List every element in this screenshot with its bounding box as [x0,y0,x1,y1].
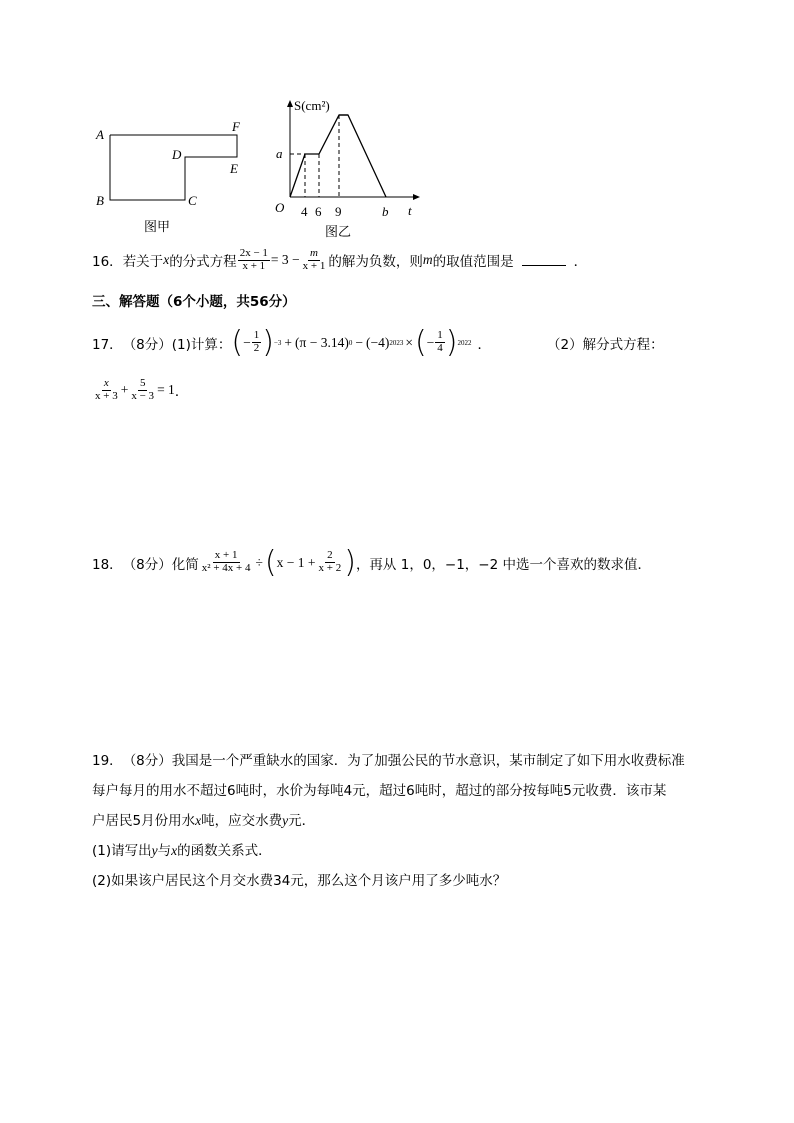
q17-term4-fraction [435,330,445,354]
q17-part1: (1)计算： [171,336,232,353]
q17-e2-fraction [129,378,156,402]
q17-e1-num: x [103,377,109,389]
q19-line-3 [92,806,712,836]
q17-e1-fraction [93,378,120,402]
q19-sub1-var-y: y [151,843,158,858]
q17-plus: + [284,334,293,350]
q16-fraction-1 [238,248,270,272]
q16-number: 16． [92,254,123,271]
q18-text1: 化简 [171,556,199,573]
label-F: F [232,119,240,134]
q17-e-plus: + [120,382,129,398]
q17-term2: (π − 3.14) [295,334,349,350]
q18-f2-num: 2 [327,549,333,562]
q19-number: 19． [92,753,123,769]
q19-sub1-var-x: x [171,843,178,858]
q17-paren-close-1: ) [262,325,274,360]
q17-e-eq: = 1 [157,382,175,398]
q19-line-2 [92,776,712,806]
q19-line3c: 元． [288,813,316,829]
q18-paren-close: ) [344,545,356,580]
question-16 [92,248,587,272]
x-axis-label: t [408,203,412,218]
tick-b: b [382,204,389,219]
q17-end: ． [477,336,492,353]
q17-term3: (−4) [365,334,390,350]
q17-e1-den: x + 3 [95,389,118,402]
q16-frac1-num: 2x − 1 [239,247,268,259]
x-axis-arrow [413,194,420,200]
q17-t1-sign: − [243,334,251,350]
q19-sub-2 [92,866,712,896]
q18-score: （8分） [122,556,172,573]
label-E: E [230,161,238,176]
figure-yi-chart [268,92,428,242]
q18-f1-den: x² + 4x + 4 [201,562,251,574]
question-17-equation [92,378,188,402]
caption-jia: 图甲 [144,220,171,235]
q17-e2-den: x − 3 [131,389,155,402]
y-axis-label: S(cm²) [294,98,330,113]
q18-text2: ，再从 1，0，−1，−2 中选一个喜欢的数求值． [355,556,651,573]
q16-answer-blank[interactable] [522,254,566,266]
q16-text2: 的分式方程 [169,254,237,271]
q19-sub1a: (1)请写出 [92,843,152,859]
label-B: B [96,193,104,208]
q17-t4-num: 1 [437,329,443,342]
caption-yi: 图乙 [325,225,352,240]
q18-f1-num: x + 1 [214,549,238,562]
q17-e-end: ． [174,384,189,401]
q16-text4: 的取值范围是 [432,254,514,271]
q19-line3b: 吨，应交水费 [201,813,283,829]
q16-frac2-den: x + 1 [302,259,326,272]
q19-var-x: x [195,813,202,828]
q17-t2-exp: 0 [348,338,353,347]
q18-number: 18． [92,556,123,573]
question-19 [92,746,712,896]
q16-text1: 若关于 [122,254,164,271]
q17-t4-exp: 2022 [457,338,472,347]
q18-fraction-2 [317,550,344,574]
q17-t4-den: 4 [437,342,443,354]
q17-term1-fraction [252,330,262,354]
q19-sub2-text: (2)如果该户居民这个月交水费34元，那么这个月该户用了多少吨水？ [92,873,507,889]
label-D: D [172,147,182,162]
figure-jia-outline [110,135,237,200]
q17-e2-num: 5 [139,377,146,389]
q17-times: × [405,334,413,350]
section-3-title: 三、解答题（6个小题，共56分） [92,294,296,310]
q17-paren-open-4: ( [414,325,427,360]
figure-jia [90,115,260,240]
question-17 [92,325,664,360]
label-C: C [188,193,197,208]
q16-text3: 的解为负数，则 [328,254,423,271]
q18-div: ÷ [255,554,263,570]
q16-frac2-num: m [310,247,318,259]
tick-6: 6 [315,204,322,219]
label-A: A [96,127,104,142]
q17-minus: − [355,334,363,350]
q16-eq-mid: = 3 − [270,252,300,268]
q16-var-x: x [163,252,170,268]
y-axis-arrow [287,100,293,107]
q17-t1-den: 2 [253,342,260,354]
q17-number: 17． [92,336,123,353]
a-label: a [276,146,283,161]
q17-t1-exp: −3 [273,338,282,347]
q16-var-m: m [422,252,433,268]
q19-line-1 [92,746,712,776]
q17-t4-sign: − [426,334,435,350]
q17-score: （8分） [122,336,172,353]
q19-line1-text: 我国是一个严重缺水的国家．为了加强公民的节水意识，某市制定了如下用水收费标准 [171,753,685,769]
question-18 [92,545,651,580]
q16-frac1-den: x + 1 [242,259,266,272]
q18-paren-open: ( [264,545,277,580]
q18-inner: x − 1 + [276,554,316,570]
origin-label: O [275,200,285,215]
q19-score: （8分） [122,753,172,769]
q19-line3a: 户居民5月份用水 [92,813,196,829]
tick-9: 9 [335,204,342,219]
q19-sub1c: 的函数关系式． [177,843,272,859]
q16-end: ． [573,254,588,271]
q17-paren-open-1: ( [231,325,244,360]
q18-f2-den: x + 2 [318,562,342,574]
q17-t3-exp: 2023 [389,338,404,347]
q19-sub-1 [92,836,712,866]
q17-part2: （2）解分式方程： [547,336,664,353]
q17-paren-close-4: ) [445,325,458,360]
tick-4: 4 [301,204,308,219]
q17-t1-num: 1 [253,329,260,342]
q19-sub1b: 与 [157,843,172,859]
series-line [290,115,386,197]
q18-fraction-1 [200,550,253,574]
q19-var-y: y [282,813,289,828]
q16-fraction-2 [301,248,328,272]
q19-line2-text: 每户每月的用水不超过6吨时，水价为每吨4元，超过6吨时，超过的部分按每吨5元收费．该市某 [92,783,667,799]
